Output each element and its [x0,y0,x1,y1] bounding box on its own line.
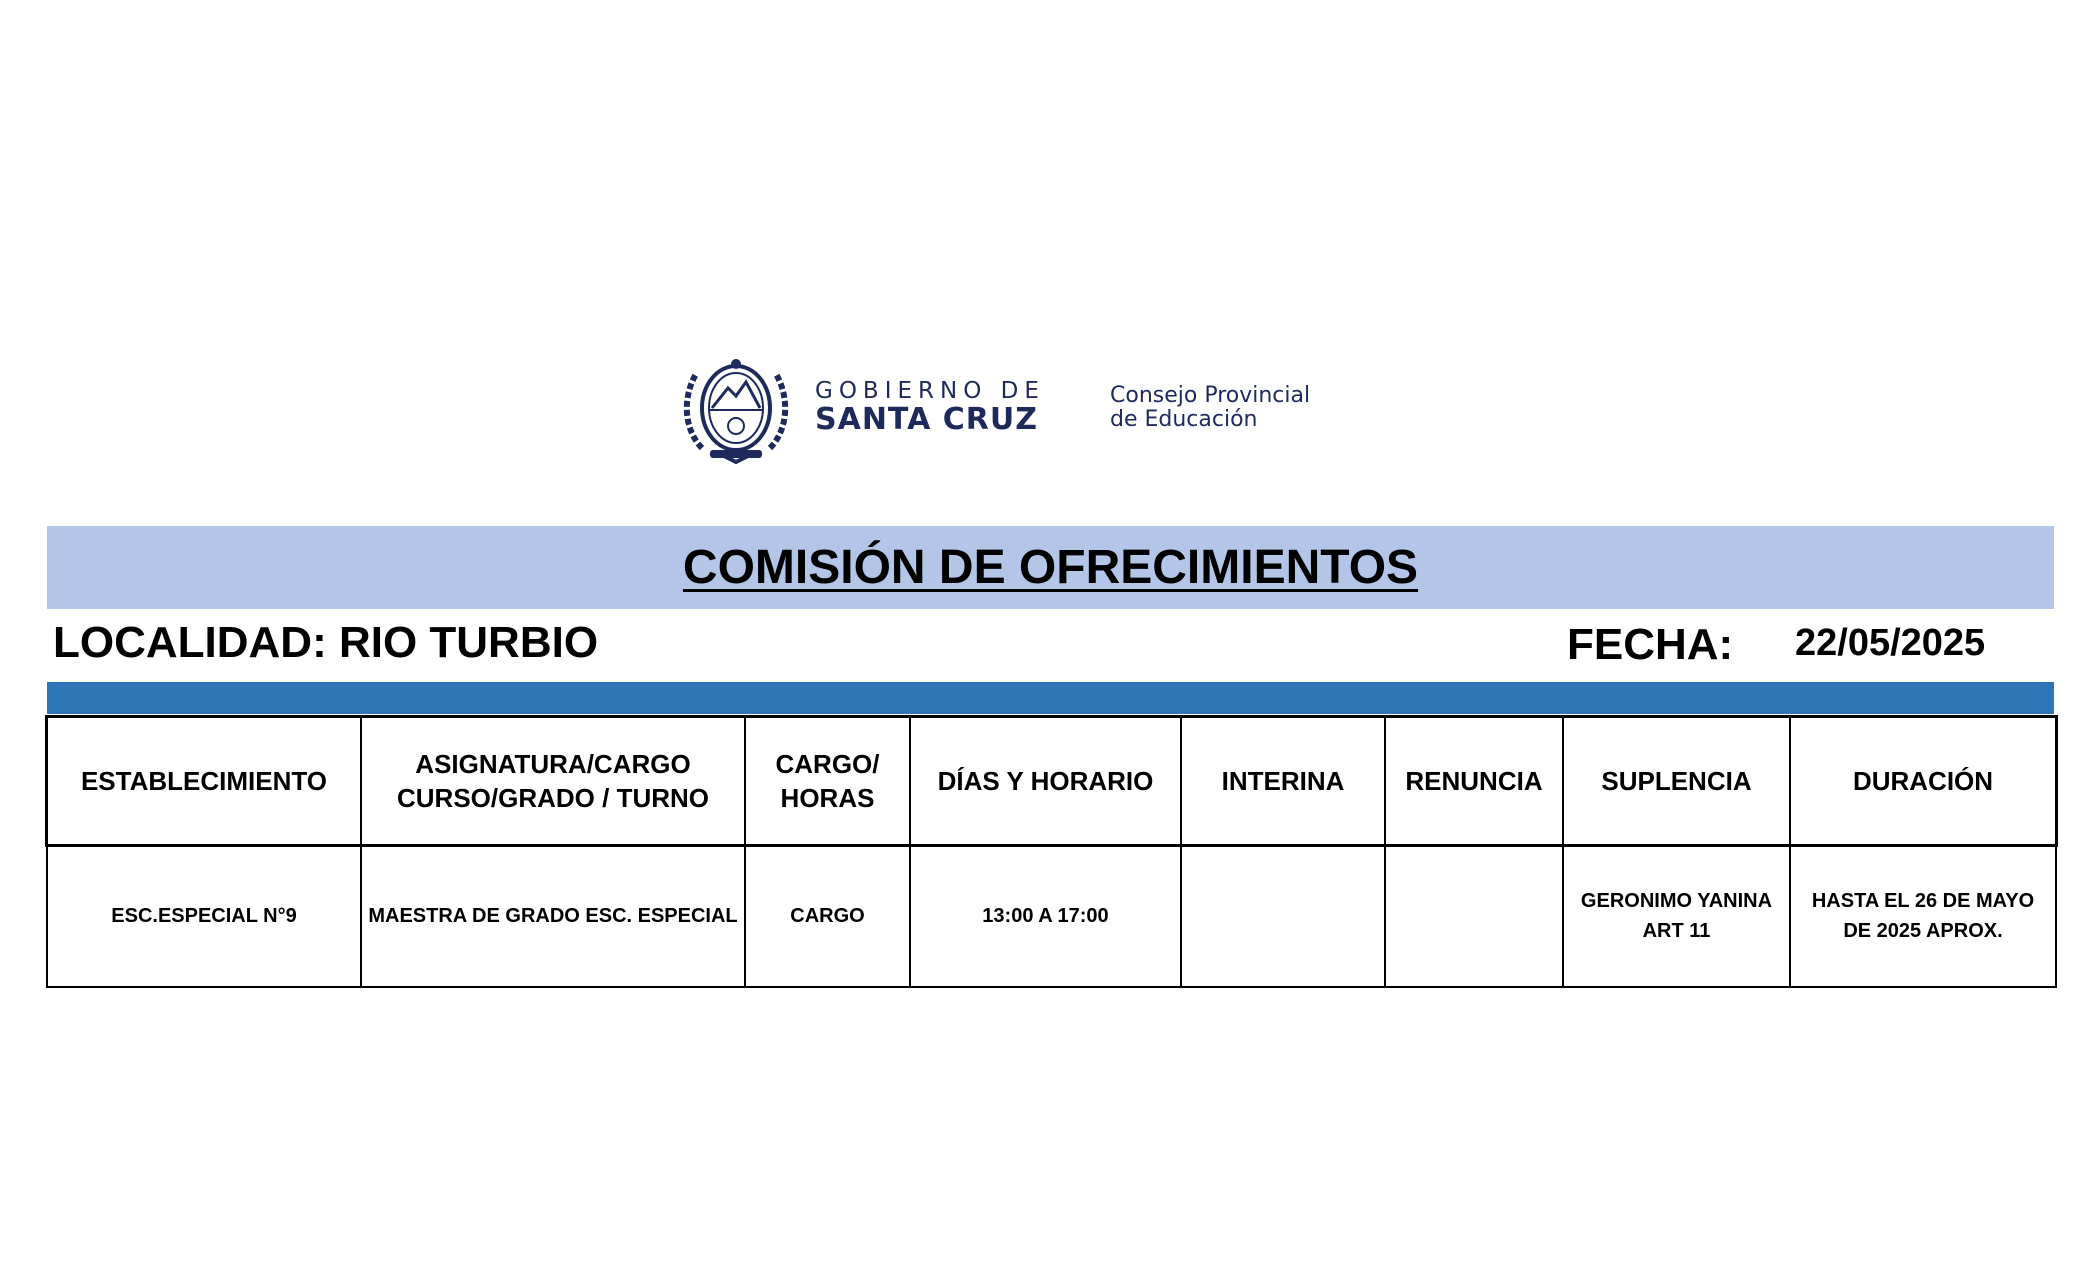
fecha-value: 22/05/2025 [1795,622,1986,664]
title-band [47,526,2054,609]
cell-cargo-horas: CARGO [745,845,910,987]
santa-cruz-seal-icon [680,350,792,468]
header-duracion: DURACIÓN [1790,717,2056,845]
page-title: COMISIÓN DE OFRECIMIENTOS [682,541,1419,594]
cell-suplencia: GERONIMO YANINA ART 11 [1563,845,1790,987]
divider-bar [47,682,2054,714]
council-line1: Consejo Provincial [1110,383,1311,408]
localidad-label: LOCALIDAD: RIO TURBIO [53,618,599,667]
header-interina: INTERINA [1181,717,1385,845]
gov-name-line1: GOBIERNO DE [815,378,1045,404]
cell-duracion: HASTA EL 26 DE MAYO DE 2025 APROX. [1790,845,2056,987]
header-logo [680,350,1360,470]
header-asignatura: ASIGNATURA/CARGO CURSO/GRADO / TURNO [361,717,745,845]
cell-interina [1181,845,1385,987]
council-name [1110,384,1310,432]
header-cargo-horas: CARGO/ HORAS [745,717,910,845]
header-suplencia: SUPLENCIA [1563,717,1790,845]
header-dias-horario: DÍAS Y HORARIO [910,717,1181,845]
fecha-label: FECHA: [1567,620,1734,669]
offers-table [46,716,2057,988]
cell-dias-horario: 13:00 A 17:00 [910,845,1181,987]
table-row [47,845,2056,987]
gov-name-line2: SANTA CRUZ [815,402,1038,437]
cell-renuncia [1385,845,1563,987]
header-renuncia: RENUNCIA [1385,717,1563,845]
cell-asignatura: MAESTRA DE GRADO ESC. ESPECIAL [361,845,745,987]
table-header-row [47,717,2056,845]
header-establecimiento: ESTABLECIMIENTO [47,717,361,845]
council-line2: de Educación [1110,407,1258,432]
cell-establecimiento: ESC.ESPECIAL N°9 [47,845,361,987]
